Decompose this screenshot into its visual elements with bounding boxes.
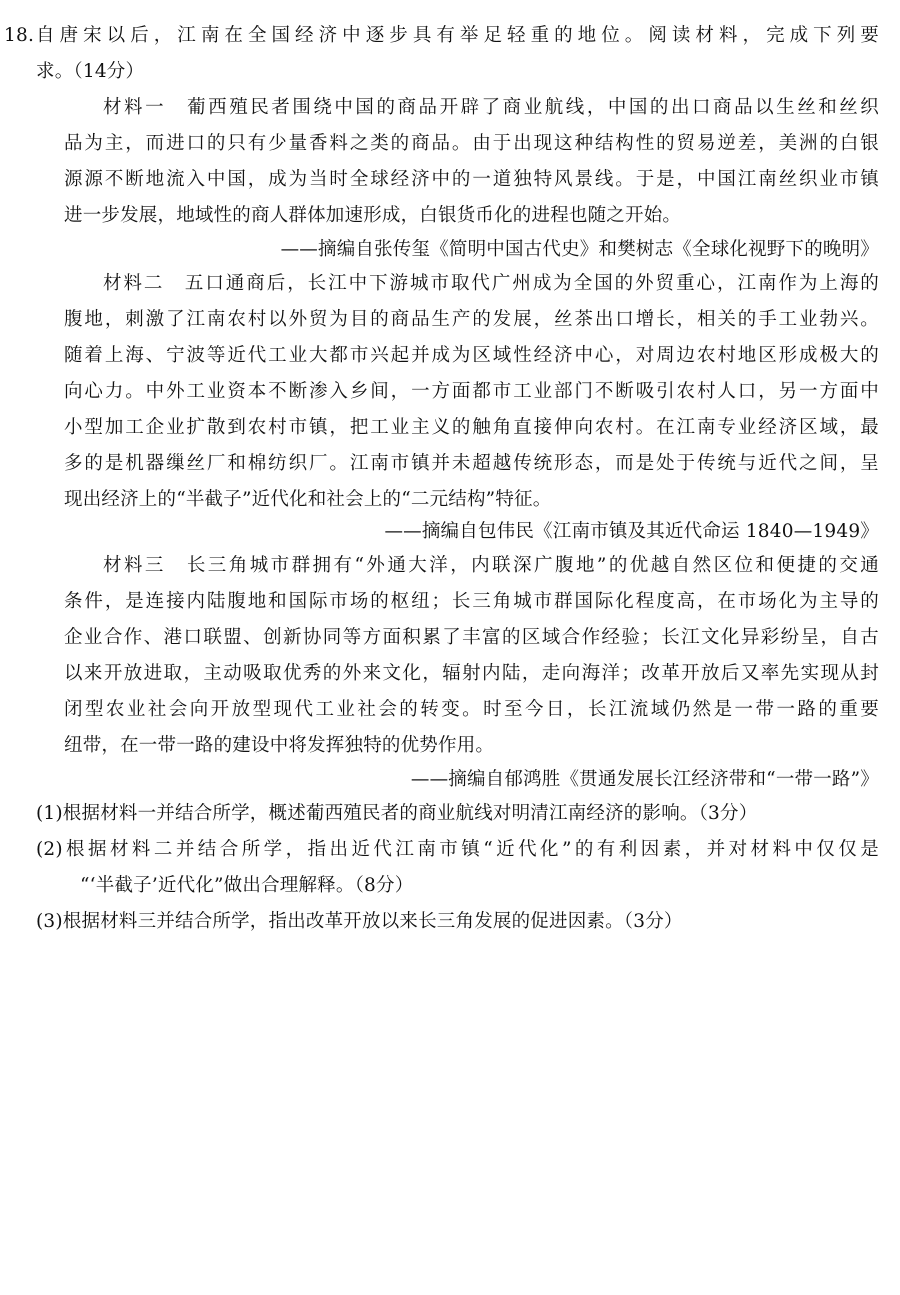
material3-line-1: 材料三 长三角城市群拥有“外通大洋，内联深广腹地”的优越自然区位和便捷的交通	[103, 555, 879, 576]
material3-line-4: 以来开放进取，主动吸取优秀的外来文化，辐射内陆，走向海洋；改革开放后又率先实现从封	[64, 663, 879, 684]
material1-line-3: 源源不断地流入中国，成为当时全球经济中的一道独特风景线。于是，中国江南丝织业市镇	[64, 169, 879, 190]
material2-line-6: 多的是机器缫丝厂和棉纺织厂。江南市镇并未超越传统形态，而是处于传统与近代之间，呈	[64, 453, 879, 474]
material1-line-2: 品为主，而进口的只有少量香料之类的商品。由于出现这种结构性的贸易逆差，美洲的白银	[64, 133, 879, 154]
material2-line-1: 材料二 五口通商后，长江中下游城市取代广州成为全国的外贸重心，江南作为上海的	[103, 273, 879, 294]
material3-line-3: 企业合作、港口联盟、创新协同等方面积累了丰富的区域合作经验；长江文化异彩纷呈，自古	[64, 627, 879, 648]
sub-question-1: (1)根据材料一并结合所学，概述葡西殖民者的商业航线对明清江南经济的影响。（3分）	[36, 803, 758, 824]
material3-line-6: 纽带，在一带一路的建设中将发挥独特的优势作用。	[64, 735, 495, 756]
sub-question-2-line-1: (2)根据材料二并结合所学，指出近代江南市镇“近代化”的有利因素，并对材料中仅仅是	[36, 839, 879, 860]
sub-question-2-line-2: “‘半截子’近代化”做出合理解释。（8分）	[80, 875, 414, 896]
question-stem-line-1: 自唐宋以后，江南在全国经济中逐步具有举足轻重的地位。阅读材料，完成下列要	[36, 25, 879, 46]
material2-line-3: 随着上海、宁波等近代工业大都市兴起并成为区域性经济中心，对周边农村地区形成极大的	[64, 345, 879, 366]
material1-line-4: 进一步发展，地域性的商人群体加速形成，白银货币化的进程也随之开始。	[64, 205, 682, 226]
question-number: 18.	[4, 25, 35, 46]
material3-source: ——摘编自郁鸿胜《贯通发展长江经济带和“一带一路”》	[410, 769, 879, 790]
question-stem-line-2: 求。（14分）	[36, 61, 145, 82]
material2-line-7: 现出经济上的“半截子”近代化和社会上的“二元结构”特征。	[64, 489, 552, 510]
material2-source: ——摘编自包伟民《江南市镇及其近代命运 1840—1949》	[384, 521, 879, 542]
material2-line-2: 腹地，刺激了江南农村以外贸为目的商品生产的发展，丝茶出口增长，相关的手工业勃兴。	[64, 309, 879, 330]
material1-line-1: 材料一 葡西殖民者围绕中国的商品开辟了商业航线，中国的出口商品以生丝和丝织	[103, 97, 879, 118]
material3-line-5: 闭型农业社会向开放型现代工业社会的转变。时至今日，长江流域仍然是一带一路的重要	[64, 699, 879, 720]
material2-line-5: 小型加工企业扩散到农村市镇，把工业主义的触角直接伸向农村。在江南专业经济区域，最	[64, 417, 879, 438]
material1-source: ——摘编自张传玺《简明中国古代史》和樊树志《全球化视野下的晚明》	[280, 239, 879, 260]
material3-line-2: 条件，是连接内陆腹地和国际市场的枢纽；长三角城市群国际化程度高，在市场化为主导的	[64, 591, 879, 612]
material2-line-4: 向心力。中外工业资本不断渗入乡间，一方面都市工业部门不断吸引农村人口，另一方面中	[64, 381, 879, 402]
sub-question-3: (3)根据材料三并结合所学，指出改革开放以来长三角发展的促进因素。（3分）	[36, 911, 683, 932]
